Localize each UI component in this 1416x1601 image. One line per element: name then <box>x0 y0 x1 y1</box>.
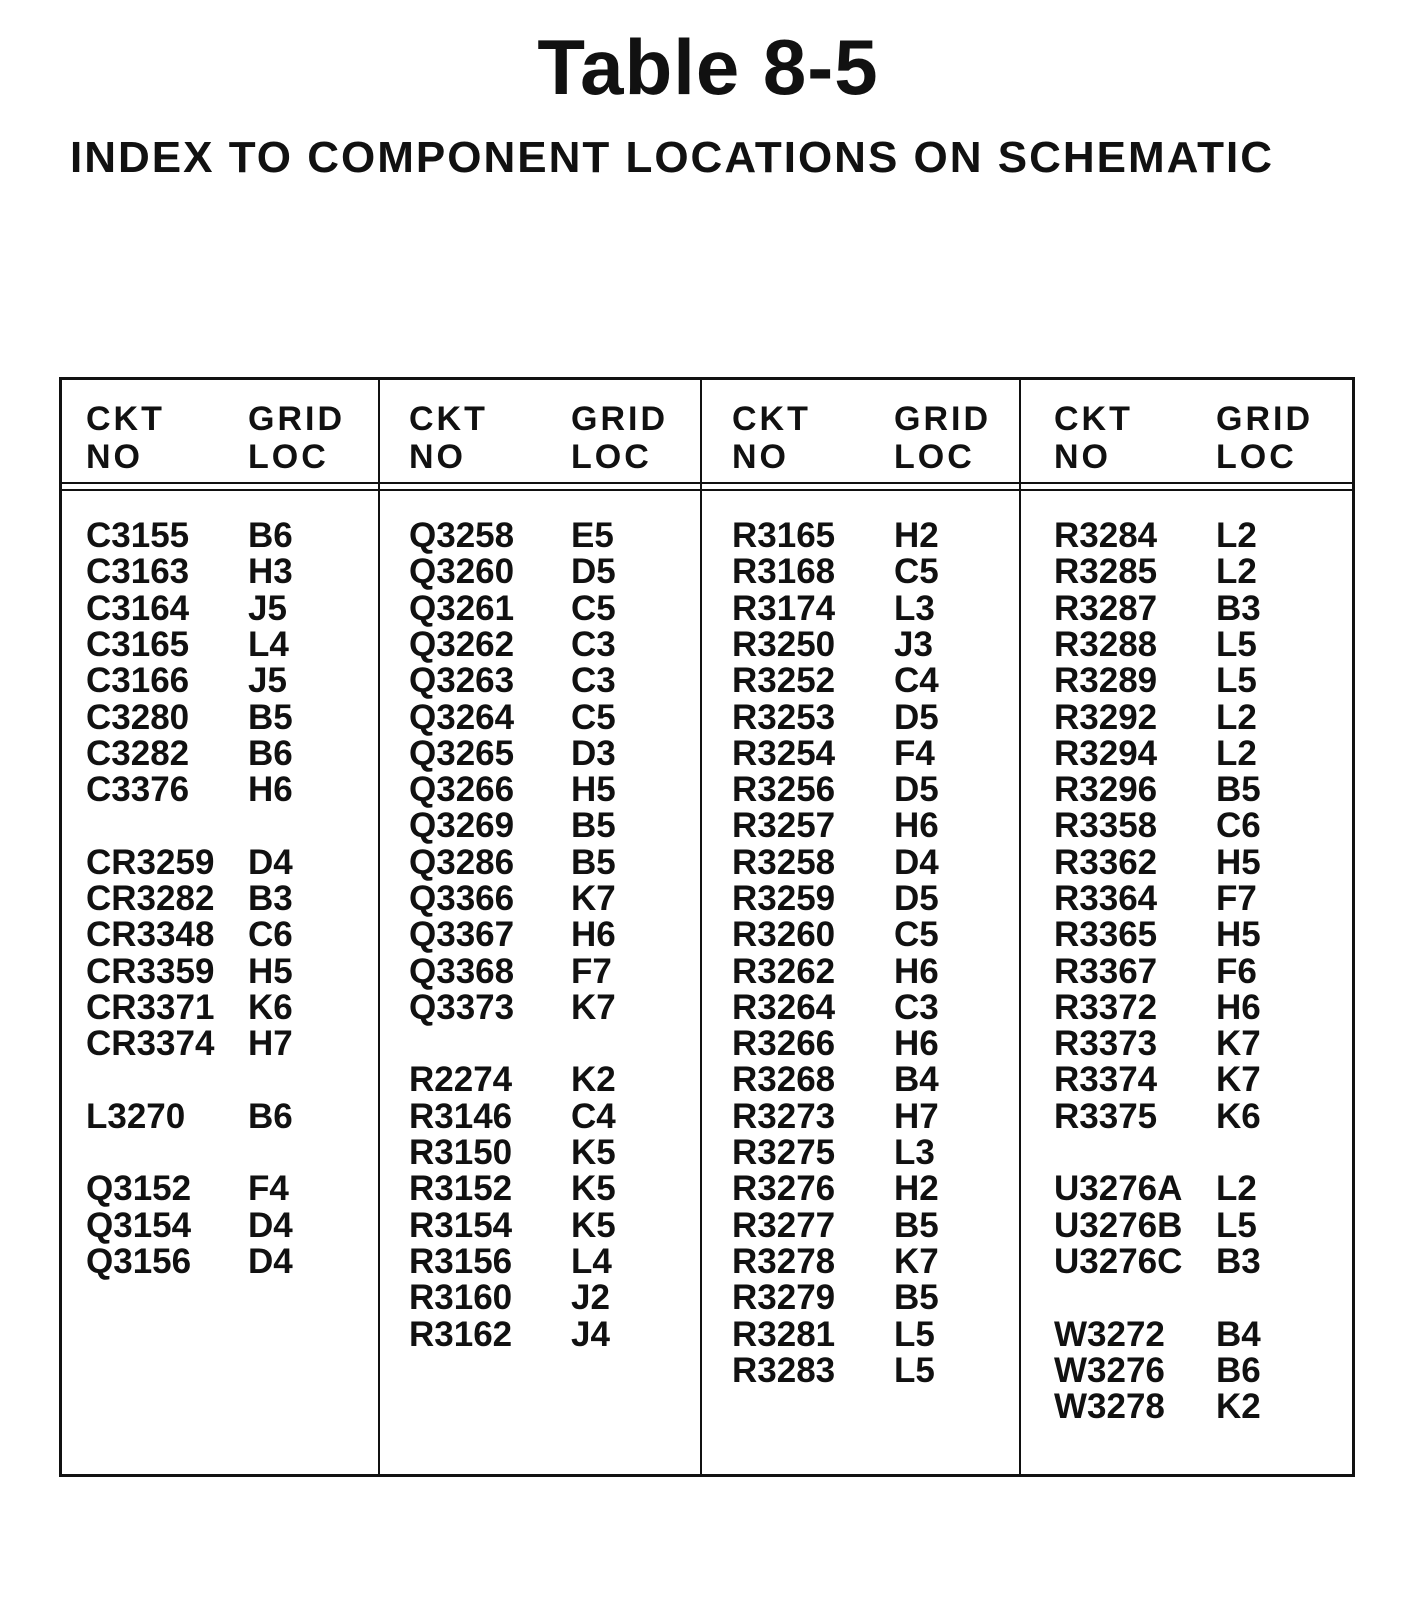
ckt-no-cell: R3278 <box>732 1242 836 1281</box>
grid-loc-cell: L4 <box>571 1242 612 1281</box>
grid-loc-cell: K2 <box>571 1060 616 1099</box>
ckt-no-cell: CR3259 <box>86 843 215 882</box>
header-grid-loc: GRID LOC <box>248 400 345 476</box>
table-row <box>1054 1352 1296 1389</box>
grid-loc-cell: D4 <box>248 1206 293 1245</box>
ckt-no-cell: R3264 <box>732 988 836 1027</box>
ckt-no-cell: Q3264 <box>409 698 515 737</box>
grid-loc-cell: B4 <box>894 1060 939 1099</box>
grid-loc-cell: H7 <box>894 1097 939 1136</box>
table-row <box>1054 735 1296 772</box>
header-ckt-no: CKT NO <box>732 400 811 476</box>
table-row <box>86 553 328 590</box>
grid-loc-cell: C3 <box>894 988 939 1027</box>
ckt-no-cell: R3160 <box>409 1278 513 1317</box>
grid-loc-cell: C5 <box>571 698 616 737</box>
ckt-no-cell: C3282 <box>86 734 190 773</box>
ckt-no-cell: R3374 <box>1054 1060 1158 1099</box>
grid-loc-cell: H6 <box>894 1024 939 1063</box>
table-row <box>1054 1388 1296 1425</box>
ckt-no-cell: CR3374 <box>86 1024 215 1063</box>
grid-loc-cell: B3 <box>1216 1242 1261 1281</box>
grid-loc-cell: H6 <box>1216 988 1261 1027</box>
ckt-no-cell: Q3366 <box>409 879 515 918</box>
table-row <box>409 771 651 808</box>
grid-loc-cell: C5 <box>894 915 939 954</box>
grid-loc-cell: K7 <box>1216 1060 1261 1099</box>
grid-loc-cell: K7 <box>571 879 616 918</box>
grid-loc-cell: H6 <box>894 952 939 991</box>
ckt-no-cell: Q3373 <box>409 988 515 1027</box>
grid-loc-cell: E5 <box>571 516 614 555</box>
ckt-no-cell: R3259 <box>732 879 836 918</box>
table-row <box>732 590 974 627</box>
grid-loc-cell: K5 <box>571 1206 616 1245</box>
ckt-no-cell: CR3359 <box>86 952 215 991</box>
grid-loc-cell: F6 <box>1216 952 1257 991</box>
grid-loc-cell: L2 <box>1216 1169 1257 1208</box>
table-row <box>732 1243 974 1280</box>
column-divider <box>700 380 702 1474</box>
ckt-no-cell: R3372 <box>1054 988 1158 1027</box>
ckt-no-cell: W3272 <box>1054 1315 1165 1354</box>
ckt-no-cell: R3365 <box>1054 915 1158 954</box>
grid-loc-cell: K6 <box>248 988 293 1027</box>
table-row <box>1054 880 1296 917</box>
ckt-no-cell: R3279 <box>732 1278 836 1317</box>
ckt-no-cell: W3276 <box>1054 1351 1165 1390</box>
table-row <box>409 953 651 990</box>
header-grid-loc: GRID LOC <box>1216 400 1313 476</box>
table-row <box>1054 916 1296 953</box>
grid-loc-cell: L5 <box>894 1351 935 1390</box>
ckt-no-cell: Q3152 <box>86 1169 192 1208</box>
grid-loc-cell: H2 <box>894 516 939 555</box>
grid-loc-cell: L5 <box>1216 625 1257 664</box>
table-row <box>1054 844 1296 881</box>
ckt-no-cell: R3253 <box>732 698 836 737</box>
table-row <box>409 735 651 772</box>
ckt-no-cell: R3268 <box>732 1060 836 1099</box>
table-row <box>86 1170 328 1207</box>
ckt-no-cell: R3266 <box>732 1024 836 1063</box>
table-row <box>732 1025 974 1062</box>
grid-loc-cell: K2 <box>1216 1387 1261 1426</box>
ckt-no-cell: C3164 <box>86 589 190 628</box>
table-row <box>86 771 328 808</box>
ckt-no-cell: L3270 <box>86 1097 186 1136</box>
ckt-no-cell: R2274 <box>409 1060 513 1099</box>
table-row <box>732 807 974 844</box>
grid-loc-cell: C6 <box>248 915 293 954</box>
ckt-no-cell: C3376 <box>86 770 190 809</box>
ckt-no-cell: C3166 <box>86 661 190 700</box>
grid-loc-cell: L3 <box>894 1133 935 1172</box>
table-row <box>1054 989 1296 1026</box>
ckt-no-cell: R3277 <box>732 1206 836 1245</box>
ckt-no-cell: R3276 <box>732 1169 836 1208</box>
ckt-no-cell: Q3266 <box>409 770 515 809</box>
grid-loc-cell: K5 <box>571 1169 616 1208</box>
header-ckt-no: CKT NO <box>409 400 488 476</box>
ckt-no-cell: Q3258 <box>409 516 515 555</box>
grid-loc-cell: K7 <box>894 1242 939 1281</box>
table-row <box>732 880 974 917</box>
ckt-no-cell: U3276B <box>1054 1206 1183 1245</box>
grid-loc-cell: L2 <box>1216 698 1257 737</box>
ckt-no-cell: Q3156 <box>86 1242 192 1281</box>
table-row <box>86 880 328 917</box>
table-row <box>409 1061 651 1098</box>
ckt-no-cell: R3294 <box>1054 734 1158 773</box>
grid-loc-cell: B6 <box>248 516 293 555</box>
ckt-no-cell: R3146 <box>409 1097 513 1136</box>
grid-loc-cell: D5 <box>894 698 939 737</box>
table-row <box>732 953 974 990</box>
ckt-no-cell: R3287 <box>1054 589 1158 628</box>
table-row <box>409 662 651 699</box>
grid-loc-cell: H5 <box>571 770 616 809</box>
grid-loc-cell: C5 <box>571 589 616 628</box>
grid-loc-cell: F7 <box>571 952 612 991</box>
grid-loc-cell: H3 <box>248 552 293 591</box>
grid-loc-cell: L4 <box>248 625 289 664</box>
grid-loc-cell: L2 <box>1216 516 1257 555</box>
table-row <box>409 916 651 953</box>
ckt-no-cell: R3252 <box>732 661 836 700</box>
ckt-no-cell: R3254 <box>732 734 836 773</box>
ckt-no-cell: C3165 <box>86 625 190 664</box>
table-row <box>409 1243 651 1280</box>
table-row <box>732 1098 974 1135</box>
ckt-no-cell: U3276A <box>1054 1169 1183 1208</box>
table-row <box>86 517 328 554</box>
table-row <box>732 771 974 808</box>
grid-loc-cell: D4 <box>248 1242 293 1281</box>
ckt-no-cell: R3174 <box>732 589 836 628</box>
grid-loc-cell: B4 <box>1216 1315 1261 1354</box>
ckt-no-cell: Q3269 <box>409 806 515 845</box>
ckt-no-cell: Q3261 <box>409 589 515 628</box>
table-row <box>409 517 651 554</box>
ckt-no-cell: R3165 <box>732 516 836 555</box>
ckt-no-cell: R3273 <box>732 1097 836 1136</box>
table-row <box>732 844 974 881</box>
table-row <box>86 626 328 663</box>
table-row <box>1054 1243 1296 1280</box>
grid-loc-cell: L2 <box>1216 552 1257 591</box>
table-row <box>1054 517 1296 554</box>
grid-loc-cell: B5 <box>571 843 616 882</box>
ckt-no-cell: R3281 <box>732 1315 836 1354</box>
ckt-no-cell: R3168 <box>732 552 836 591</box>
ckt-no-cell: R3296 <box>1054 770 1158 809</box>
grid-loc-cell: D5 <box>894 879 939 918</box>
grid-loc-cell: B5 <box>894 1206 939 1245</box>
grid-loc-cell: C3 <box>571 625 616 664</box>
table-row <box>1054 662 1296 699</box>
ckt-no-cell: Q3367 <box>409 915 515 954</box>
ckt-no-cell: R3289 <box>1054 661 1158 700</box>
column-divider <box>1019 380 1021 1474</box>
grid-loc-cell: C4 <box>571 1097 616 1136</box>
table-row <box>1054 771 1296 808</box>
grid-loc-cell: K7 <box>1216 1024 1261 1063</box>
table-row <box>409 626 651 663</box>
grid-loc-cell: C3 <box>571 661 616 700</box>
table-row <box>732 553 974 590</box>
ckt-no-cell: R3292 <box>1054 698 1158 737</box>
table-row <box>409 989 651 1026</box>
ckt-no-cell: Q3286 <box>409 843 515 882</box>
table-row <box>409 880 651 917</box>
table-row <box>732 916 974 953</box>
ckt-no-cell: CR3282 <box>86 879 215 918</box>
grid-loc-cell: H6 <box>571 915 616 954</box>
header-ckt-no: CKT NO <box>1054 400 1133 476</box>
ckt-no-cell: C3280 <box>86 698 190 737</box>
table-row <box>86 1098 328 1135</box>
grid-loc-cell: B5 <box>571 806 616 845</box>
ckt-no-cell: R3250 <box>732 625 836 664</box>
grid-loc-cell: L2 <box>1216 734 1257 773</box>
table-row <box>1054 807 1296 844</box>
grid-loc-cell: H6 <box>894 806 939 845</box>
grid-loc-cell: B5 <box>894 1278 939 1317</box>
grid-loc-cell: B5 <box>1216 770 1261 809</box>
grid-loc-cell: D4 <box>894 843 939 882</box>
table-row <box>409 553 651 590</box>
grid-loc-cell: B3 <box>248 879 293 918</box>
grid-loc-cell: F4 <box>894 734 935 773</box>
grid-loc-cell: L5 <box>1216 661 1257 700</box>
table-row <box>1054 1207 1296 1244</box>
grid-loc-cell: C6 <box>1216 806 1261 845</box>
table-row <box>409 844 651 881</box>
table-row <box>86 590 328 627</box>
grid-loc-cell: B5 <box>248 698 293 737</box>
grid-loc-cell: B3 <box>1216 589 1261 628</box>
ckt-no-cell: R3285 <box>1054 552 1158 591</box>
table-row <box>86 916 328 953</box>
table-row <box>732 517 974 554</box>
grid-loc-cell: D5 <box>894 770 939 809</box>
ckt-no-cell: C3155 <box>86 516 190 555</box>
grid-loc-cell: K6 <box>1216 1097 1261 1136</box>
grid-loc-cell: H5 <box>1216 843 1261 882</box>
table-row <box>732 662 974 699</box>
table-row <box>732 1170 974 1207</box>
table-row <box>86 953 328 990</box>
ckt-no-cell: R3275 <box>732 1133 836 1172</box>
table-row <box>732 989 974 1026</box>
grid-loc-cell: J2 <box>571 1278 610 1317</box>
table-row <box>1054 1061 1296 1098</box>
table-row <box>1054 626 1296 663</box>
ckt-no-cell: R3288 <box>1054 625 1158 664</box>
grid-loc-cell: H6 <box>248 770 293 809</box>
header-grid-loc: GRID LOC <box>571 400 668 476</box>
table-row <box>86 699 328 736</box>
ckt-no-cell: CR3371 <box>86 988 215 1027</box>
table-row <box>732 735 974 772</box>
grid-loc-cell: C4 <box>894 661 939 700</box>
table-row <box>732 626 974 663</box>
ckt-no-cell: R3150 <box>409 1133 513 1172</box>
table-row <box>409 699 651 736</box>
table-row <box>86 735 328 772</box>
table-row <box>409 1098 651 1135</box>
grid-loc-cell: D4 <box>248 843 293 882</box>
grid-loc-cell: F4 <box>248 1169 289 1208</box>
table-row <box>732 1316 974 1353</box>
table-row <box>1054 553 1296 590</box>
grid-loc-cell: L5 <box>1216 1206 1257 1245</box>
ckt-no-cell: R3258 <box>732 843 836 882</box>
table-row <box>86 1025 328 1062</box>
page-title: Table 8-5 <box>537 23 879 111</box>
component-index-table <box>59 377 1355 1477</box>
ckt-no-cell: C3163 <box>86 552 190 591</box>
header-grid-loc: GRID LOC <box>894 400 991 476</box>
table-row <box>86 844 328 881</box>
grid-loc-cell: D3 <box>571 734 616 773</box>
ckt-no-cell: R3364 <box>1054 879 1158 918</box>
table-row <box>409 1279 651 1316</box>
grid-loc-cell: H5 <box>1216 915 1261 954</box>
table-row <box>732 1207 974 1244</box>
grid-loc-cell: B6 <box>1216 1351 1261 1390</box>
grid-loc-cell: L3 <box>894 589 935 628</box>
ckt-no-cell: Q3265 <box>409 734 515 773</box>
ckt-no-cell: Q3154 <box>86 1206 192 1245</box>
ckt-no-cell: R3375 <box>1054 1097 1158 1136</box>
ckt-no-cell: Q3262 <box>409 625 515 664</box>
table-row <box>86 662 328 699</box>
table-row <box>86 1243 328 1280</box>
ckt-no-cell: R3358 <box>1054 806 1158 845</box>
ckt-no-cell: R3156 <box>409 1242 513 1281</box>
table-row <box>1054 1316 1296 1353</box>
table-row <box>1054 1098 1296 1135</box>
grid-loc-cell: B6 <box>248 1097 293 1136</box>
grid-loc-cell: C5 <box>894 552 939 591</box>
ckt-no-cell: R3262 <box>732 952 836 991</box>
grid-loc-cell: J5 <box>248 661 287 700</box>
grid-loc-cell: H2 <box>894 1169 939 1208</box>
grid-loc-cell: J3 <box>894 625 933 664</box>
table-row <box>409 1170 651 1207</box>
table-row <box>1054 1170 1296 1207</box>
header-rule-lower <box>62 489 1352 491</box>
column-divider <box>378 380 380 1474</box>
grid-loc-cell: F7 <box>1216 879 1257 918</box>
ckt-no-cell: R3362 <box>1054 843 1158 882</box>
table-row <box>1054 1025 1296 1062</box>
grid-loc-cell: L5 <box>894 1315 935 1354</box>
table-row <box>409 1207 651 1244</box>
ckt-no-cell: R3257 <box>732 806 836 845</box>
ckt-no-cell: CR3348 <box>86 915 215 954</box>
grid-loc-cell: K7 <box>571 988 616 1027</box>
ckt-no-cell: Q3263 <box>409 661 515 700</box>
header-rule-upper <box>62 482 1352 484</box>
table-row <box>732 1279 974 1316</box>
grid-loc-cell: H7 <box>248 1024 293 1063</box>
grid-loc-cell: D5 <box>571 552 616 591</box>
table-row <box>409 1134 651 1171</box>
table-row <box>409 590 651 627</box>
ckt-no-cell: R3373 <box>1054 1024 1158 1063</box>
grid-loc-cell: K5 <box>571 1133 616 1172</box>
grid-loc-cell: J5 <box>248 589 287 628</box>
grid-loc-cell: H5 <box>248 952 293 991</box>
ckt-no-cell: R3152 <box>409 1169 513 1208</box>
table-row <box>409 807 651 844</box>
table-row <box>1054 590 1296 627</box>
table-row <box>732 1352 974 1389</box>
table-row <box>732 1061 974 1098</box>
table-row <box>409 1316 651 1353</box>
table-row <box>732 699 974 736</box>
ckt-no-cell: R3260 <box>732 915 836 954</box>
page-subtitle: INDEX TO COMPONENT LOCATIONS ON SCHEMATIC <box>70 133 1275 182</box>
header-ckt-no: CKT NO <box>86 400 165 476</box>
ckt-no-cell: W3278 <box>1054 1387 1165 1426</box>
grid-loc-cell: B6 <box>248 734 293 773</box>
ckt-no-cell: R3162 <box>409 1315 513 1354</box>
grid-loc-cell: J4 <box>571 1315 610 1354</box>
table-row <box>1054 953 1296 990</box>
ckt-no-cell: Q3368 <box>409 952 515 991</box>
ckt-no-cell: U3276C <box>1054 1242 1183 1281</box>
ckt-no-cell: Q3260 <box>409 552 515 591</box>
ckt-no-cell: R3283 <box>732 1351 836 1390</box>
table-row <box>1054 699 1296 736</box>
table-row <box>86 1207 328 1244</box>
ckt-no-cell: R3256 <box>732 770 836 809</box>
ckt-no-cell: R3284 <box>1054 516 1158 555</box>
ckt-no-cell: R3154 <box>409 1206 513 1245</box>
ckt-no-cell: R3367 <box>1054 952 1158 991</box>
table-row <box>732 1134 974 1171</box>
table-row <box>86 989 328 1026</box>
